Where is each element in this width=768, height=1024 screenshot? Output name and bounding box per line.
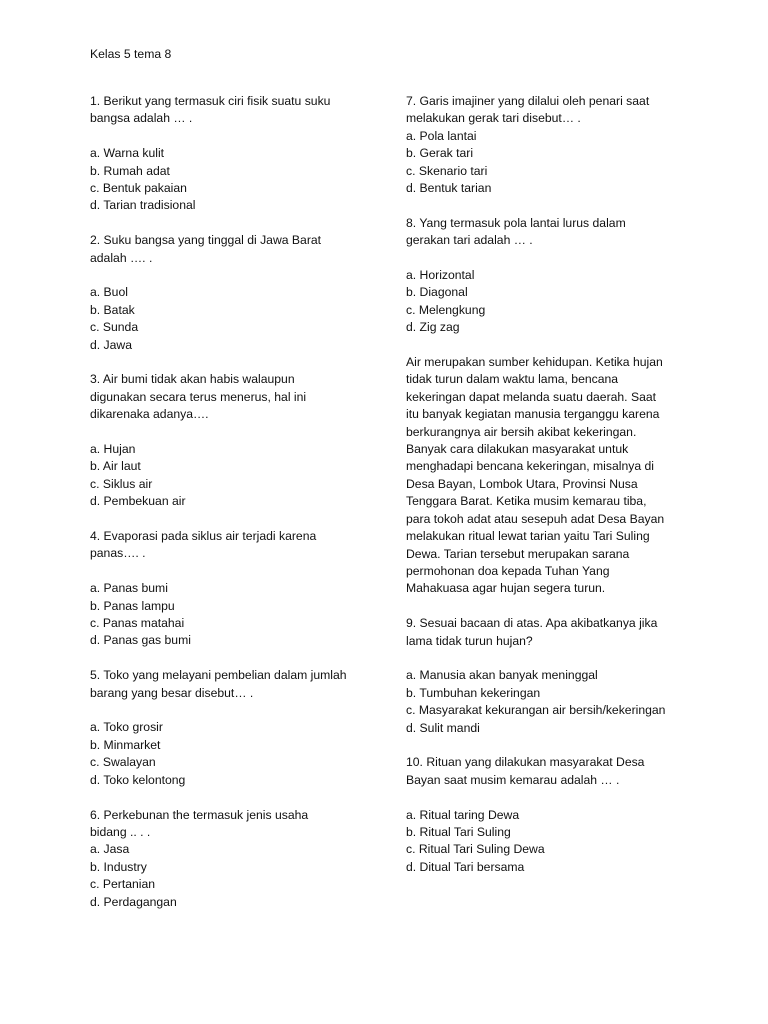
question-block xyxy=(406,93,711,197)
passage-line: Mahakuasa agar hujan segera turun. xyxy=(406,581,606,596)
answer-option: b. Minmarket xyxy=(90,737,161,752)
question-block xyxy=(90,667,380,789)
answer-option: c. Sunda xyxy=(90,320,139,335)
answer-options xyxy=(90,284,380,354)
answer-option: c. Panas matahai xyxy=(90,616,185,631)
question-block xyxy=(90,93,380,215)
answer-option: a. Warna kulit xyxy=(90,146,165,161)
answer-option: d. Sulit mandi xyxy=(406,720,480,735)
answer-options xyxy=(90,145,380,215)
answer-option: a. Toko grosir xyxy=(90,720,163,735)
question-text: Bayan saat musim kemarau adalah … . xyxy=(406,772,620,787)
question-text: 6. Perkebunan the termasuk jenis usaha xyxy=(90,807,309,822)
answer-option: c. Masyarakat kekurangan air bersih/kekeringan xyxy=(406,703,666,718)
answer-option: d. Jawa xyxy=(90,337,133,352)
question-text: bangsa adalah … . xyxy=(90,111,193,126)
answer-options xyxy=(406,667,711,737)
passage-line: berkurangnya air bersih akibat kekeringan. xyxy=(406,424,637,439)
answer-option: a. Horizontal xyxy=(406,268,475,283)
answer-option: d. Panas gas bumi xyxy=(90,633,191,648)
passage-line: Air merupakan sumber kehidupan. Ketika hujan xyxy=(406,355,663,370)
answer-option: b. Batak xyxy=(90,302,135,317)
answer-option: b. Gerak tari xyxy=(406,146,474,161)
page-title: Kelas 5 tema 8 xyxy=(90,47,172,61)
question-text: 2. Suku bangsa yang tinggal di Jawa Barat xyxy=(90,233,322,248)
answer-options xyxy=(90,441,380,511)
answer-option: d. Ditual Tari bersama xyxy=(406,859,525,874)
question-block xyxy=(90,528,380,650)
answer-option: c. Siklus air xyxy=(90,476,153,491)
question-text: digunakan secara terus menerus, hal ini xyxy=(90,389,307,404)
answer-option: b. Air laut xyxy=(90,459,141,474)
question-block xyxy=(90,371,380,510)
answer-options xyxy=(406,128,711,198)
answer-option: d. Perdagangan xyxy=(90,894,177,909)
passage-line: Desa Bayan, Lombok Utara, Provinsi Nusa xyxy=(406,476,638,491)
passage-line: para tokoh adat atau sesepuh adat Desa Bayan xyxy=(406,511,665,526)
question-text: dikarenaka adanya…. xyxy=(90,407,209,422)
answer-options xyxy=(90,719,380,789)
answer-options xyxy=(90,580,380,650)
answer-option: c. Swalayan xyxy=(90,755,156,770)
question-text: 4. Evaporasi pada siklus air terjadi karena xyxy=(90,529,317,544)
answer-option: b. Tumbuhan kekeringan xyxy=(406,685,541,700)
question-block xyxy=(406,215,711,337)
passage-line: menghadapi bencana kekeringan, misalnya di xyxy=(406,459,654,474)
reading-passage xyxy=(406,354,711,598)
passage-line: Tenggara Barat. Ketika musim kemarau tiba, xyxy=(406,494,647,509)
answer-option: a. Ritual taring Dewa xyxy=(406,807,520,822)
answer-option: d. Pembekuan air xyxy=(90,494,186,509)
question-text: panas…. . xyxy=(90,546,146,561)
question-block xyxy=(90,232,380,354)
question-text: bidang .. . . xyxy=(90,824,151,839)
answer-option: c. Skenario tari xyxy=(406,163,488,178)
question-text: 7. Garis imajiner yang dilalui oleh penari saat xyxy=(406,94,650,108)
passage-line: tidak turun dalam waktu lama, bencana xyxy=(406,372,619,387)
answer-option: a. Manusia akan banyak meninggal xyxy=(406,668,598,683)
passage-line: permohonan doa kepada Tuhan Yang xyxy=(406,563,610,578)
answer-option: b. Diagonal xyxy=(406,285,468,300)
question-text: 1. Berikut yang termasuk ciri fisik suatu suku xyxy=(90,94,331,108)
question-text: 3. Air bumi tidak akan habis walaupun xyxy=(90,372,295,387)
questions-group-b xyxy=(406,615,711,876)
answer-option: b. Industry xyxy=(90,859,147,874)
answer-options xyxy=(406,807,711,877)
passage-line: kekeringan dapat melanda suatu daerah. Saat xyxy=(406,389,657,404)
answer-option: a. Panas bumi xyxy=(90,581,168,596)
answer-option: a. Buol xyxy=(90,285,128,300)
right-column xyxy=(406,93,711,894)
answer-option: a. Pola lantai xyxy=(406,128,477,143)
question-text: lama tidak turun hujan? xyxy=(406,633,533,648)
answer-option: c. Bentuk pakaian xyxy=(90,181,187,196)
answer-option: a. Hujan xyxy=(90,442,136,457)
answer-option: c. Ritual Tari Suling Dewa xyxy=(406,842,545,857)
question-block xyxy=(90,807,380,911)
passage-line: melakukan ritual lewat tarian yaitu Tari Suling xyxy=(406,529,650,544)
question-block xyxy=(406,754,711,876)
passage-line: itu banyak kegiatan manusia terganggu karena xyxy=(406,407,660,422)
answer-option: c. Pertanian xyxy=(90,877,156,892)
question-block xyxy=(406,615,711,737)
answer-options xyxy=(90,841,380,911)
question-text: 5. Toko yang melayani pembelian dalam jumlah xyxy=(90,668,347,683)
answer-option: d. Bentuk tarian xyxy=(406,181,492,196)
passage-line: Banyak cara dilakukan masyarakat untuk xyxy=(406,442,629,457)
answer-option: b. Ritual Tari Suling xyxy=(406,824,511,839)
answer-option: d. Zig zag xyxy=(406,320,460,335)
questions-group-a xyxy=(406,93,711,337)
question-text: adalah …. . xyxy=(90,250,153,265)
question-text: barang yang besar disebut… . xyxy=(90,685,254,700)
answer-option: b. Panas lampu xyxy=(90,598,175,613)
answer-option: b. Rumah adat xyxy=(90,163,170,178)
answer-options xyxy=(406,267,711,337)
question-text: 10. Rituan yang dilakukan masyarakat Desa xyxy=(406,755,645,770)
question-text: 8. Yang termasuk pola lantai lurus dalam xyxy=(406,215,626,230)
question-text: 9. Sesuai bacaan di atas. Apa akibatkanya jika xyxy=(406,616,658,631)
question-text: melakukan gerak tari disebut… . xyxy=(406,111,581,126)
answer-option: d. Toko kelontong xyxy=(90,772,186,787)
answer-option: c. Melengkung xyxy=(406,302,486,317)
answer-option: a. Jasa xyxy=(90,842,130,857)
answer-option: d. Tarian tradisional xyxy=(90,198,196,213)
passage-line: Dewa. Tarian tersebut merupakan sarana xyxy=(406,546,630,561)
left-column xyxy=(90,93,380,928)
question-text: gerakan tari adalah … . xyxy=(406,233,533,248)
